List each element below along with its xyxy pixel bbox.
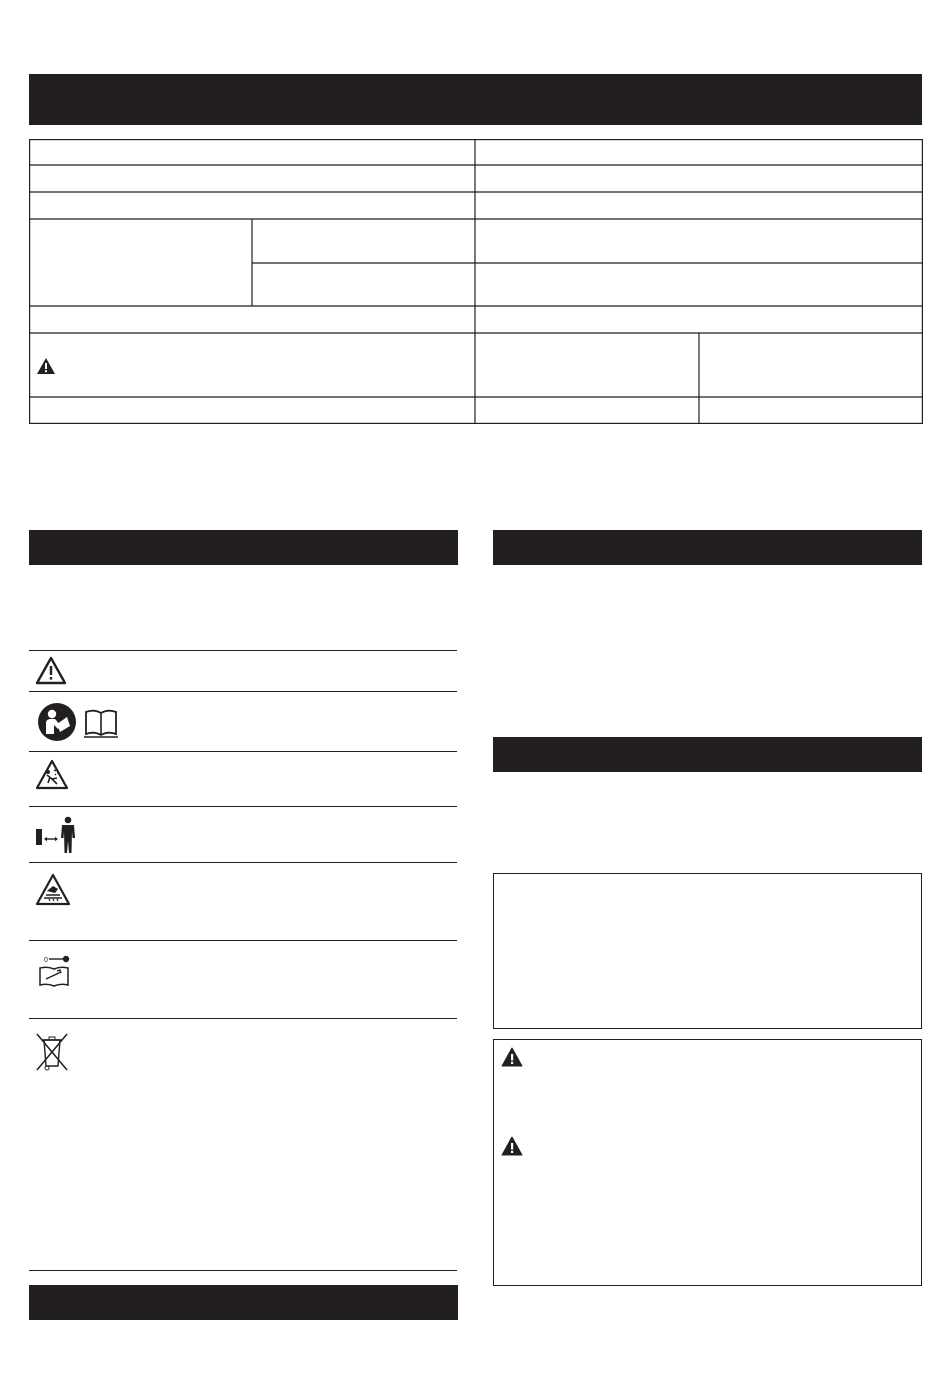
bottom-left-heading-bar <box>29 1285 458 1320</box>
symbol-row-crossed-out-bin <box>29 1019 457 1270</box>
keep-distance-icon <box>35 816 79 854</box>
notice-box <box>493 873 922 1029</box>
warning-box <box>493 1039 922 1286</box>
crossed-out-bin-icon <box>35 1032 69 1072</box>
warning-box-icon-2 <box>501 1136 523 1156</box>
svg-text:0: 0 <box>44 957 48 964</box>
right-section1-heading-bar <box>493 530 922 565</box>
symbol-row-warning <box>29 651 457 691</box>
top-banner-title <box>29 87 43 112</box>
symbols-section-heading <box>29 539 39 555</box>
symbol-row-read-manual <box>29 692 457 751</box>
bottom-left-heading <box>29 1294 39 1310</box>
thrown-objects-icon <box>35 759 69 791</box>
symbol-row-keep-distance <box>29 807 457 862</box>
remove-key-before-maintenance-icon <box>37 954 73 988</box>
symbols-list-divider <box>29 1270 457 1271</box>
read-manual-icon <box>37 702 121 742</box>
warning-box-icon-1 <box>501 1047 523 1067</box>
spec-table <box>29 139 923 424</box>
right-section2-heading-bar <box>493 737 922 772</box>
right-section2-heading <box>493 746 503 762</box>
warning-triangle-icon <box>35 656 67 686</box>
symbol-row-remove-key <box>29 941 457 1018</box>
right-section1-heading <box>493 539 503 555</box>
symbol-row-finger-cut-hazard <box>29 863 457 940</box>
top-title-banner <box>29 74 922 125</box>
symbols-section-heading-bar <box>29 530 458 565</box>
symbol-row-thrown-objects <box>29 752 457 806</box>
spec-table-warning-icon <box>36 357 56 375</box>
spec-table-grid <box>29 139 923 424</box>
finger-cut-hazard-icon <box>35 873 71 907</box>
